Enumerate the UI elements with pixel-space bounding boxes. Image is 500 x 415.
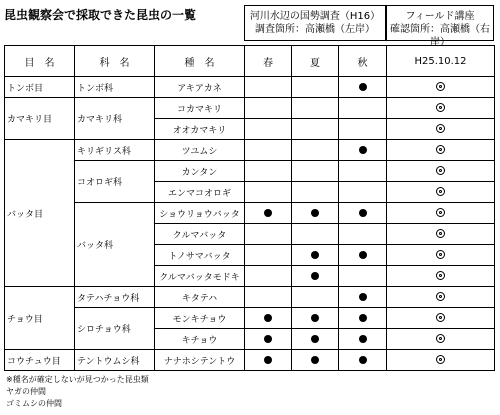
col-spring: 春 xyxy=(245,46,292,77)
field-cell xyxy=(387,77,495,98)
black-dot-icon xyxy=(311,209,319,217)
black-dot-icon xyxy=(359,356,367,364)
double-circle-icon xyxy=(436,313,445,322)
autumn-cell xyxy=(339,245,387,266)
field-cell xyxy=(387,119,495,140)
header-row xyxy=(5,46,495,77)
autumn-cell xyxy=(339,308,387,329)
autumn-cell xyxy=(339,203,387,224)
autumn-cell xyxy=(339,224,387,245)
summer-cell xyxy=(292,287,339,308)
field-cell xyxy=(387,140,495,161)
field-cell xyxy=(387,350,495,371)
field-cell xyxy=(387,329,495,350)
species-cell: カンタン xyxy=(155,161,245,182)
black-dot-icon xyxy=(311,251,319,259)
col-order: 目 名 xyxy=(5,46,75,77)
spring-cell xyxy=(245,287,292,308)
field-cell xyxy=(387,203,495,224)
spring-cell xyxy=(245,329,292,350)
double-circle-icon xyxy=(436,208,445,217)
family-cell: カマキリ科 xyxy=(75,98,155,140)
table-row xyxy=(5,140,495,161)
field-cell xyxy=(387,224,495,245)
species-cell: キタテハ xyxy=(155,287,245,308)
spring-cell xyxy=(245,266,292,287)
black-dot-icon xyxy=(264,209,272,217)
black-dot-icon xyxy=(359,335,367,343)
double-circle-icon xyxy=(436,82,445,91)
family-cell: キリギリス科 xyxy=(75,140,155,161)
double-circle-icon xyxy=(436,229,445,238)
autumn-cell xyxy=(339,329,387,350)
spring-cell xyxy=(245,203,292,224)
autumn-cell xyxy=(339,119,387,140)
family-cell: バッタ科 xyxy=(75,203,155,287)
order-cell: バッタ目 xyxy=(5,140,75,287)
order-cell: カマキリ目 xyxy=(5,98,75,140)
summer-cell xyxy=(292,266,339,287)
black-dot-icon xyxy=(311,356,319,364)
field-cell xyxy=(387,308,495,329)
black-dot-icon xyxy=(359,314,367,322)
summer-cell xyxy=(292,77,339,98)
spring-cell xyxy=(245,308,292,329)
spring-cell xyxy=(245,350,292,371)
species-cell: エンマコオロギ xyxy=(155,182,245,203)
species-cell: キチョウ xyxy=(155,329,245,350)
notes xyxy=(6,374,149,410)
autumn-cell xyxy=(339,77,387,98)
autumn-cell xyxy=(339,140,387,161)
species-cell: クルマバッタモドキ xyxy=(155,266,245,287)
summer-cell xyxy=(292,308,339,329)
black-dot-icon xyxy=(311,272,319,280)
species-cell: オオカマキリ xyxy=(155,119,245,140)
field-header-line1: フィールド講座 xyxy=(405,11,475,22)
black-dot-icon xyxy=(311,335,319,343)
col-autumn: 秋 xyxy=(339,46,387,77)
family-cell: テントウムシ科 xyxy=(75,350,155,371)
field-cell xyxy=(387,266,495,287)
black-dot-icon xyxy=(311,314,319,322)
species-cell: ショウリョウバッタ xyxy=(155,203,245,224)
black-dot-icon xyxy=(359,83,367,91)
summer-cell xyxy=(292,245,339,266)
black-dot-icon xyxy=(264,356,272,364)
field-header-line2: 確認箇所：高瀬橋（右岸） xyxy=(390,24,490,48)
family-cell: タテハチョウ科 xyxy=(75,287,155,308)
species-cell: アキアカネ xyxy=(155,77,245,98)
table-row xyxy=(5,350,495,371)
black-dot-icon xyxy=(359,146,367,154)
spring-cell xyxy=(245,119,292,140)
double-circle-icon xyxy=(436,166,445,175)
spring-cell xyxy=(245,224,292,245)
survey-header-line2: 調査箇所：高瀬橋（左岸） xyxy=(255,24,375,35)
spring-cell xyxy=(245,182,292,203)
family-cell: コオロギ科 xyxy=(75,161,155,203)
spring-cell xyxy=(245,98,292,119)
order-cell: コウチュウ目 xyxy=(5,350,75,371)
black-dot-icon xyxy=(359,209,367,217)
summer-cell xyxy=(292,140,339,161)
black-dot-icon xyxy=(264,314,272,322)
double-circle-icon xyxy=(436,145,445,154)
field-cell xyxy=(387,182,495,203)
species-cell: クルマバッタ xyxy=(155,224,245,245)
black-dot-icon xyxy=(359,293,367,301)
note-line: ゴミムシの仲間 xyxy=(6,399,62,408)
summer-cell xyxy=(292,98,339,119)
double-circle-icon xyxy=(436,103,445,112)
spring-cell xyxy=(245,140,292,161)
autumn-cell xyxy=(339,350,387,371)
autumn-cell xyxy=(339,98,387,119)
note-line: ヤガの仲間 xyxy=(6,387,46,396)
field-cell xyxy=(387,161,495,182)
field-cell xyxy=(387,98,495,119)
survey-header xyxy=(244,5,386,41)
autumn-cell xyxy=(339,182,387,203)
table-row xyxy=(5,77,495,98)
species-cell: モンキチョウ xyxy=(155,308,245,329)
spring-cell xyxy=(245,161,292,182)
species-cell: コカマキリ xyxy=(155,98,245,119)
col-field-date: H25.10.12 xyxy=(387,46,495,77)
table-body xyxy=(5,77,495,371)
family-cell: シロチョウ科 xyxy=(75,308,155,350)
summer-cell xyxy=(292,224,339,245)
summer-cell xyxy=(292,203,339,224)
species-cell: トノサマバッタ xyxy=(155,245,245,266)
order-cell: トンボ目 xyxy=(5,77,75,98)
black-dot-icon xyxy=(359,251,367,259)
double-circle-icon xyxy=(436,334,445,343)
summer-cell xyxy=(292,350,339,371)
col-family: 科 名 xyxy=(75,46,155,77)
note-line: ※種名が確定しないが見つかった昆虫類 xyxy=(6,375,149,384)
spring-cell xyxy=(245,77,292,98)
insect-table xyxy=(4,45,495,371)
double-circle-icon xyxy=(436,124,445,133)
table-row xyxy=(5,203,495,224)
summer-cell xyxy=(292,119,339,140)
table-row xyxy=(5,98,495,119)
autumn-cell xyxy=(339,287,387,308)
field-header xyxy=(386,5,494,48)
double-circle-icon xyxy=(436,271,445,280)
spring-cell xyxy=(245,245,292,266)
field-cell xyxy=(387,245,495,266)
autumn-cell xyxy=(339,161,387,182)
double-circle-icon xyxy=(436,292,445,301)
table-row xyxy=(5,308,495,329)
col-species: 種 名 xyxy=(155,46,245,77)
table-row xyxy=(5,287,495,308)
table-row xyxy=(5,161,495,182)
survey-header-line1: 河川水辺の国勢調査（H16） xyxy=(249,11,381,22)
species-cell: ナナホシテントウ xyxy=(155,350,245,371)
summer-cell xyxy=(292,329,339,350)
summer-cell xyxy=(292,161,339,182)
black-dot-icon xyxy=(264,335,272,343)
family-cell: トンボ科 xyxy=(75,77,155,98)
field-cell xyxy=(387,287,495,308)
double-circle-icon xyxy=(436,250,445,259)
col-summer: 夏 xyxy=(292,46,339,77)
autumn-cell xyxy=(339,266,387,287)
page-title: 昆虫観察会で採取できた昆虫の一覧 xyxy=(4,8,197,22)
double-circle-icon xyxy=(436,187,445,196)
order-cell: チョウ目 xyxy=(5,287,75,350)
species-cell: ツユムシ xyxy=(155,140,245,161)
double-circle-icon xyxy=(436,355,445,364)
summer-cell xyxy=(292,182,339,203)
